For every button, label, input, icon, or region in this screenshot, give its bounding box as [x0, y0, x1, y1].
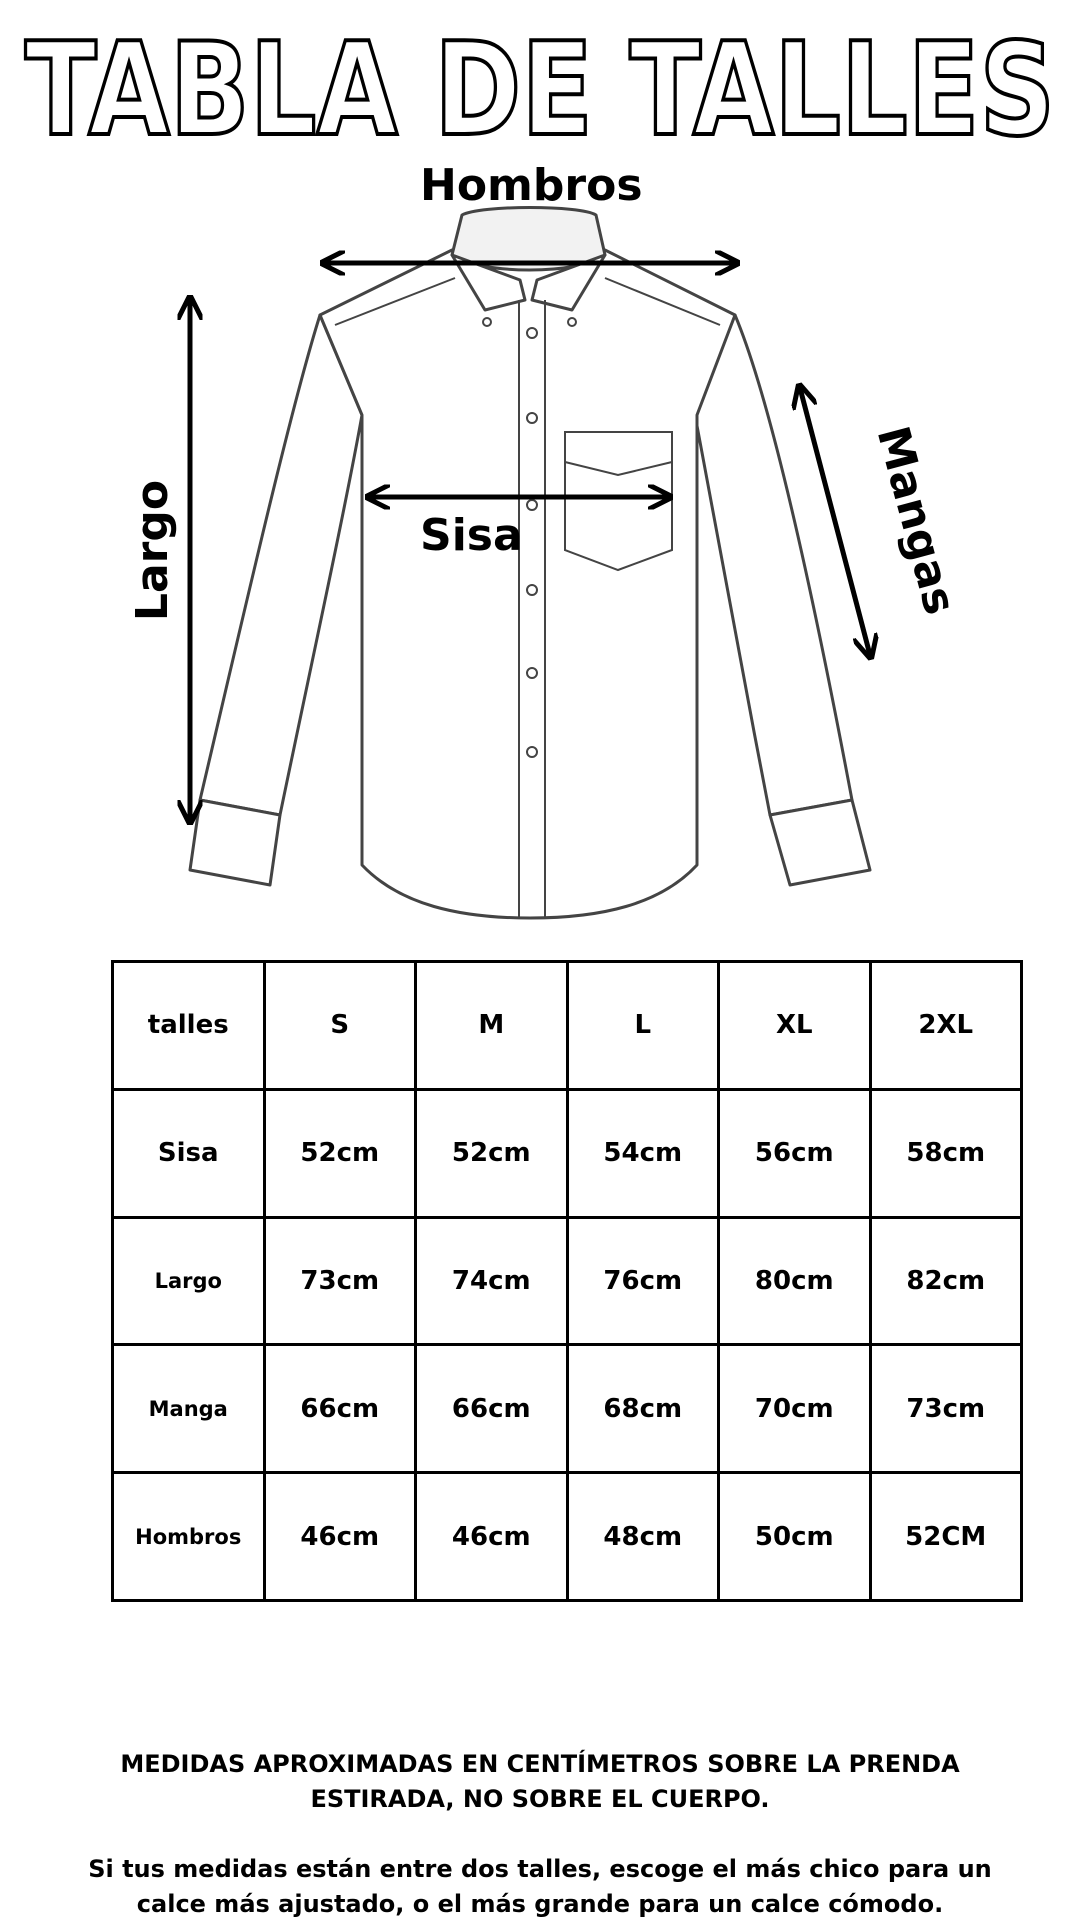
table-cell: 52cm	[264, 1089, 416, 1217]
table-cell: 54cm	[567, 1089, 719, 1217]
table-cell: 58cm	[870, 1089, 1022, 1217]
table-cell: 73cm	[870, 1345, 1022, 1473]
table-header-cell: talles	[113, 962, 265, 1090]
table-row	[113, 1473, 1022, 1601]
table-cell: 73cm	[264, 1217, 416, 1345]
table-cell: 48cm	[567, 1473, 719, 1601]
size-advice-note	[60, 1852, 1020, 1922]
note-line: calce más ajustado, o el más grande para un calce cómodo.	[136, 1890, 944, 1918]
table-header-cell: M	[416, 962, 568, 1090]
shirt-diagram	[0, 150, 1080, 930]
table-header-cell: S	[264, 962, 416, 1090]
table-header-cell: 2XL	[870, 962, 1022, 1090]
row-label: Largo	[113, 1217, 265, 1345]
table-cell: 52CM	[870, 1473, 1022, 1601]
table-cell: 52cm	[416, 1089, 568, 1217]
table-header-row	[113, 962, 1022, 1090]
table-row	[113, 1217, 1022, 1345]
table-cell: 70cm	[719, 1345, 871, 1473]
table-cell: 50cm	[719, 1473, 871, 1601]
table-cell: 74cm	[416, 1217, 568, 1345]
table-cell: 66cm	[264, 1345, 416, 1473]
page-title	[0, 22, 1080, 152]
table-header-cell: L	[567, 962, 719, 1090]
table-row	[113, 1345, 1022, 1473]
table-cell: 80cm	[719, 1217, 871, 1345]
sleeves-label: Mangas	[866, 421, 966, 620]
note-line: ESTIRADA, NO SOBRE EL CUERPO.	[310, 1785, 770, 1813]
shoulders-label: Hombros	[420, 160, 643, 211]
row-label: Sisa	[113, 1089, 265, 1217]
length-label: Largo	[127, 479, 179, 622]
page-title-text: TABLA DE TALLES	[25, 22, 1055, 152]
table-cell: 56cm	[719, 1089, 871, 1217]
note-line: Si tus medidas están entre dos talles, escoge el más chico para un	[88, 1855, 992, 1883]
row-label: Manga	[113, 1345, 265, 1473]
table-cell: 76cm	[567, 1217, 719, 1345]
table-cell: 68cm	[567, 1345, 719, 1473]
measurement-note	[60, 1747, 1020, 1817]
note-line: MEDIDAS APROXIMADAS EN CENTÍMETROS SOBRE LA PRENDA	[120, 1750, 960, 1778]
table-header-cell: XL	[719, 962, 871, 1090]
table-row	[113, 1089, 1022, 1217]
table-cell: 82cm	[870, 1217, 1022, 1345]
size-table	[111, 960, 1023, 1602]
armhole-label: Sisa	[420, 510, 523, 561]
table-cell: 66cm	[416, 1345, 568, 1473]
table-cell: 46cm	[416, 1473, 568, 1601]
row-label: Hombros	[113, 1473, 265, 1601]
table-cell: 46cm	[264, 1473, 416, 1601]
